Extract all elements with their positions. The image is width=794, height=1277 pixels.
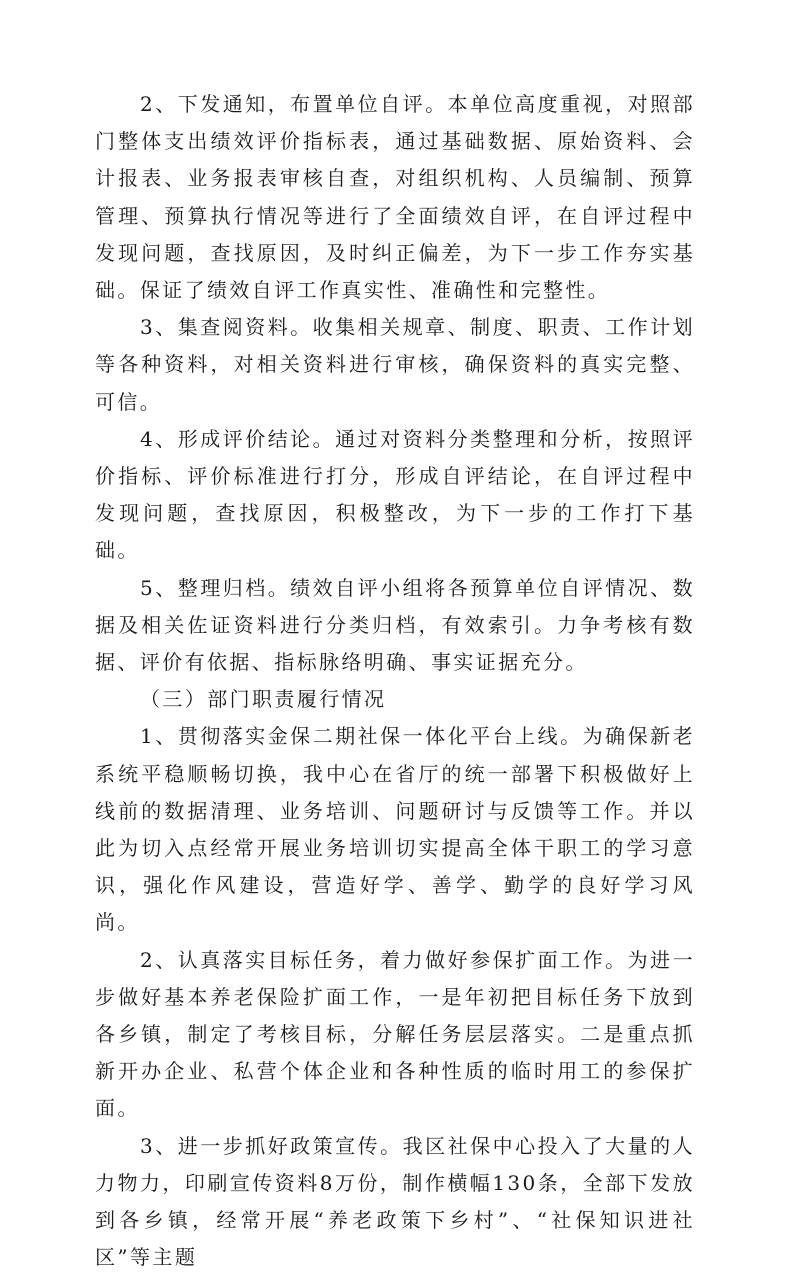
paragraph-evaluation-conclusion: 4、形成评价结论。通过对资料分类整理和分析，按照评价指标、评价标准进行打分，形成自评结论，在自评过程中发现问题，查找原因，积极整改，为下一步的工作打下基础。 [95, 426, 695, 563]
paragraph-target-tasks: 2、认真落实目标任务，着力做好参保扩面工作。为进一步做好基本养老保险扩面工作，一是年初把目标任务下放到各乡镇，制定了考核目标，分解任务层层落实。二是重点抓新开办企业、私营个体企业和各种性质的临时用工的参保扩面。 [95, 947, 695, 1121]
paragraph-self-evaluation-notice: 2、下发通知，布置单位自评。本单位高度重视，对照部门整体支出绩效评价指标表，通过基础数据、原始资料、会计报表、业务报表审核自查，对组织机构、人员编制、预算管理、预算执行情况等进行了全面绩效自评，在自评过程中发现问题，查找原因，及时纠正偏差，为下一步工作夯实基础。保证了绩效自评工作真实性、准确性和完整性。 [95, 92, 695, 303]
document-body [95, 86, 695, 1277]
section-heading: （三）部门职责履行情况 [140, 687, 387, 712]
paragraph-archiving: 5、整理归档。绩效自评小组将各预算单位自评情况、数据及相关佐证资料进行分类归档，有效索引。力争考核有数据、评价有依据、指标脉络明确、事实证据充分。 [95, 575, 695, 675]
paragraph-policy-publicity: 3、进一步抓好政策宣传。我区社保中心投入了大量的人力物力，印刷宣传资料8万份，制作横幅130条，全部下发放到各乡镇，经常开展“养老政策下乡村”、“社保知识进社区”等主题 [95, 1133, 695, 1270]
paragraph-collect-materials: 3、集查阅资料。收集相关规章、制度、职责、工作计划等各种资料，对相关资料进行审核，确保资料的真实完整、可信。 [95, 315, 695, 414]
paragraph-platform-launch: 1、贯彻落实金保二期社保一体化平台上线。为确保新老系统平稳顺畅切换，我中心在省厅的统一部署下积极做好上线前的数据清理、业务培训、问题研讨与反馈等工作。并以此为切入点经常开展业务培训切实提高全体干职工的学习意识，强化作风建设，营造好学、善学、勤学的良好学习风尚。 [95, 724, 695, 935]
